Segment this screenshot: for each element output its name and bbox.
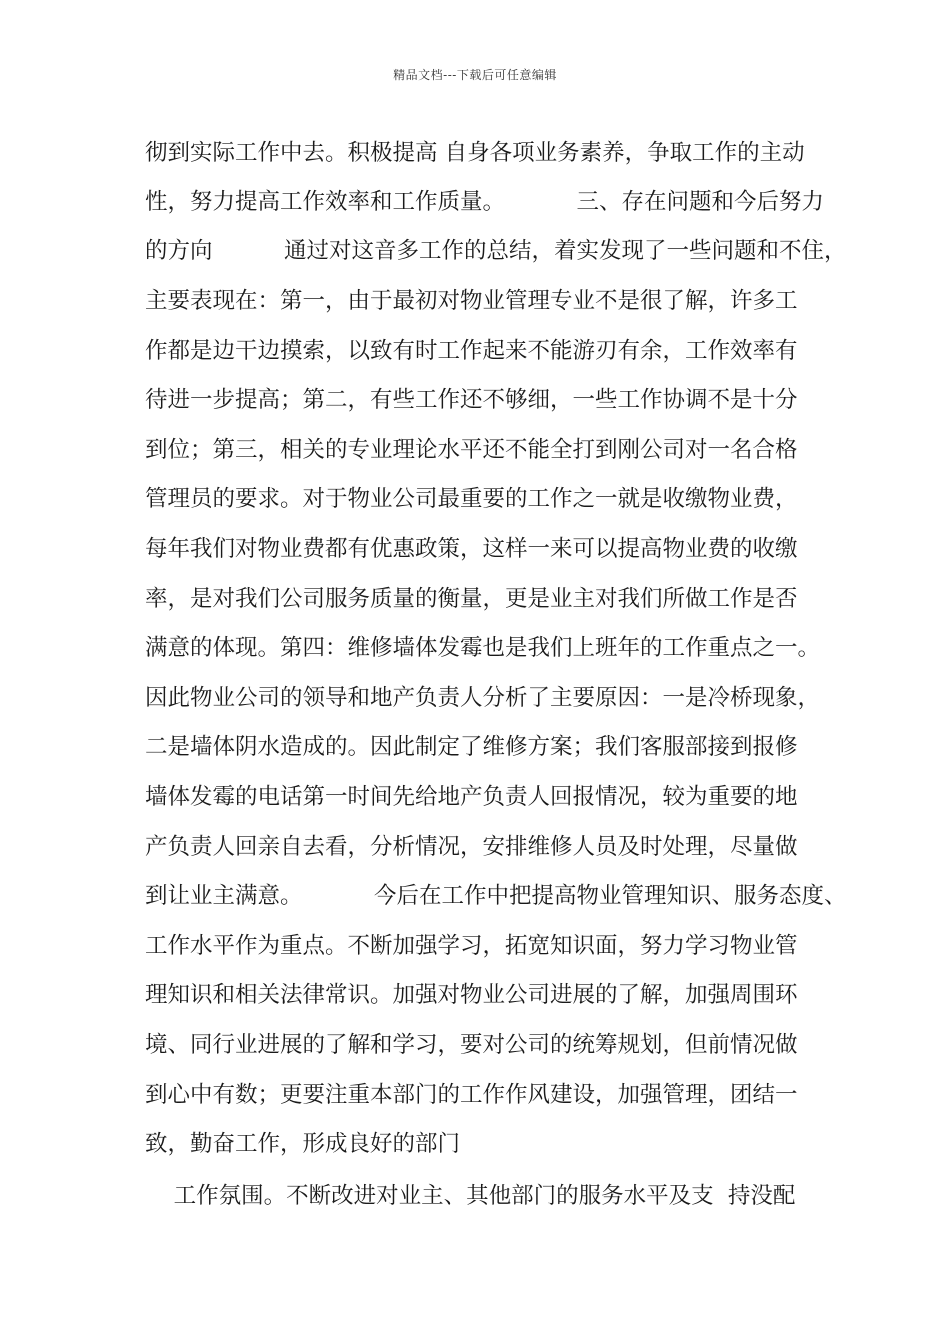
text-line-6: 待进一步提高；第二，有些工作还不够细，一些工作协调不是十分 [145,387,798,413]
text-line-20: 到心中有数；更要注重本部门的工作作风建设，加强管理，团结一 [145,1082,798,1108]
text-line-16: 到让业主满意。 今后在工作中把提高物业管理知识、服务态度、 [145,883,847,909]
text-line-19: 境、同行业进展的了解和学习，要对公司的统筹规划，但前情况做 [145,1032,798,1058]
text-line-13: 二是墙体阴水造成的。因此制定了维修方案；我们客服部接到报修 [145,734,798,760]
text-line-8: 管理员的要求。对于物业公司最重要的工作之一就是收缴物业费， [145,486,798,512]
page-header: 精品文档---下载后可任意编辑 [393,68,557,82]
text-line-9: 每年我们对物业费都有优惠政策，这样一来可以提高物业费的收缴 [145,536,798,562]
text-line-17: 工作水平作为重点。不断加强学习，拓宽知识面，努力学习物业管 [145,933,798,959]
text-line-18: 理知识和相关法律常识。加强对物业公司进展的了解，加强周围环 [145,982,798,1008]
text-line-7: 到位；第三，相关的专业理论水平还不能全打到刚公司对一名合格 [145,437,798,463]
text-line-22: 工作氛围。不断改进对业主、其他部门的服务水平及支 持没配 [145,1183,796,1209]
text-line-14: 墙体发霉的电话第一时间先给地产负责人回报情况，较为重要的地 [145,784,798,810]
text-line-2: 性，努力提高工作效率和工作质量。 三、存在问题和今后努力 [145,189,825,215]
text-line-15: 产负责人回亲自去看，分析情况，安排维修人员及时处理，尽量做 [145,834,798,860]
text-line-11: 满意的体现。第四：维修墙体发霉也是我们上班年的工作重点之一。 [145,635,821,661]
text-line-12: 因此物业公司的领导和地产负责人分析了主要原因：一是冷桥现象， [145,685,821,711]
text-line-3: 的方向 通过对这音多工作的总结，着实发现了一些问题和不住， [145,238,847,264]
text-line-5: 作都是边干边摸索，以致有时工作起来不能游刃有余，工作效率有 [145,338,798,364]
text-line-21: 致，勤奋工作，形成良好的部门 [145,1131,461,1157]
text-line-1: 彻到实际工作中去。积极提高 自身各项业务素养，争取工作的主动 [145,140,805,166]
text-line-4: 主要表现在：第一，由于最初对物业管理专业不是很了解，许多工 [145,288,798,314]
text-line-10: 率，是对我们公司服务质量的衡量，更是业主对我们所做工作是否 [145,586,798,612]
